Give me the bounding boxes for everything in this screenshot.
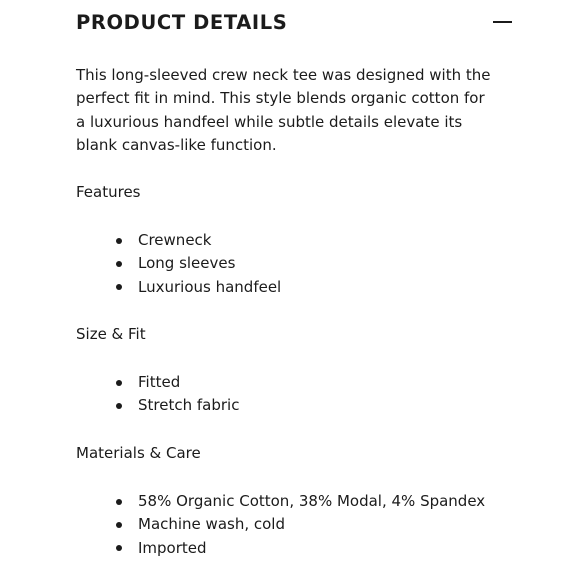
list-item: Stretch fabric [76,394,239,417]
bullet-icon [116,284,122,290]
bullet-icon [116,545,122,551]
bullet-icon [116,380,122,386]
materials-care-heading: Materials & Care [76,444,201,462]
section-title: PRODUCT DETAILS [76,11,288,34]
product-details-panel [76,0,516,557]
list-item: Crewneck [76,229,281,252]
list-item: Machine wash, cold [76,513,485,536]
product-description: This long-sleeved crew neck tee was designed with the perfect fit in mind. This style blends organic cotton for a luxurious handfeel while subtle details elevate its blank canvas-like function. [76,66,491,154]
list-item: 58% Organic Cotton, 38% Modal, 4% Spandex [76,490,485,513]
list-item: Luxurious handfeel [76,276,281,299]
size-fit-list [76,371,239,418]
list-item: Imported [76,537,485,560]
features-list [76,229,281,299]
list-item: Long sleeves [76,252,281,275]
list-item: Fitted [76,371,239,394]
product-details-header[interactable] [76,0,516,46]
bullet-icon [116,522,122,528]
materials-care-list [76,490,485,560]
bullet-icon [116,261,122,267]
features-heading: Features [76,183,141,201]
collapse-button[interactable] [489,10,515,36]
minus-icon [493,21,512,23]
size-fit-heading: Size & Fit [76,325,146,343]
bullet-icon [116,499,122,505]
bullet-icon [116,403,122,409]
bullet-icon [116,238,122,244]
